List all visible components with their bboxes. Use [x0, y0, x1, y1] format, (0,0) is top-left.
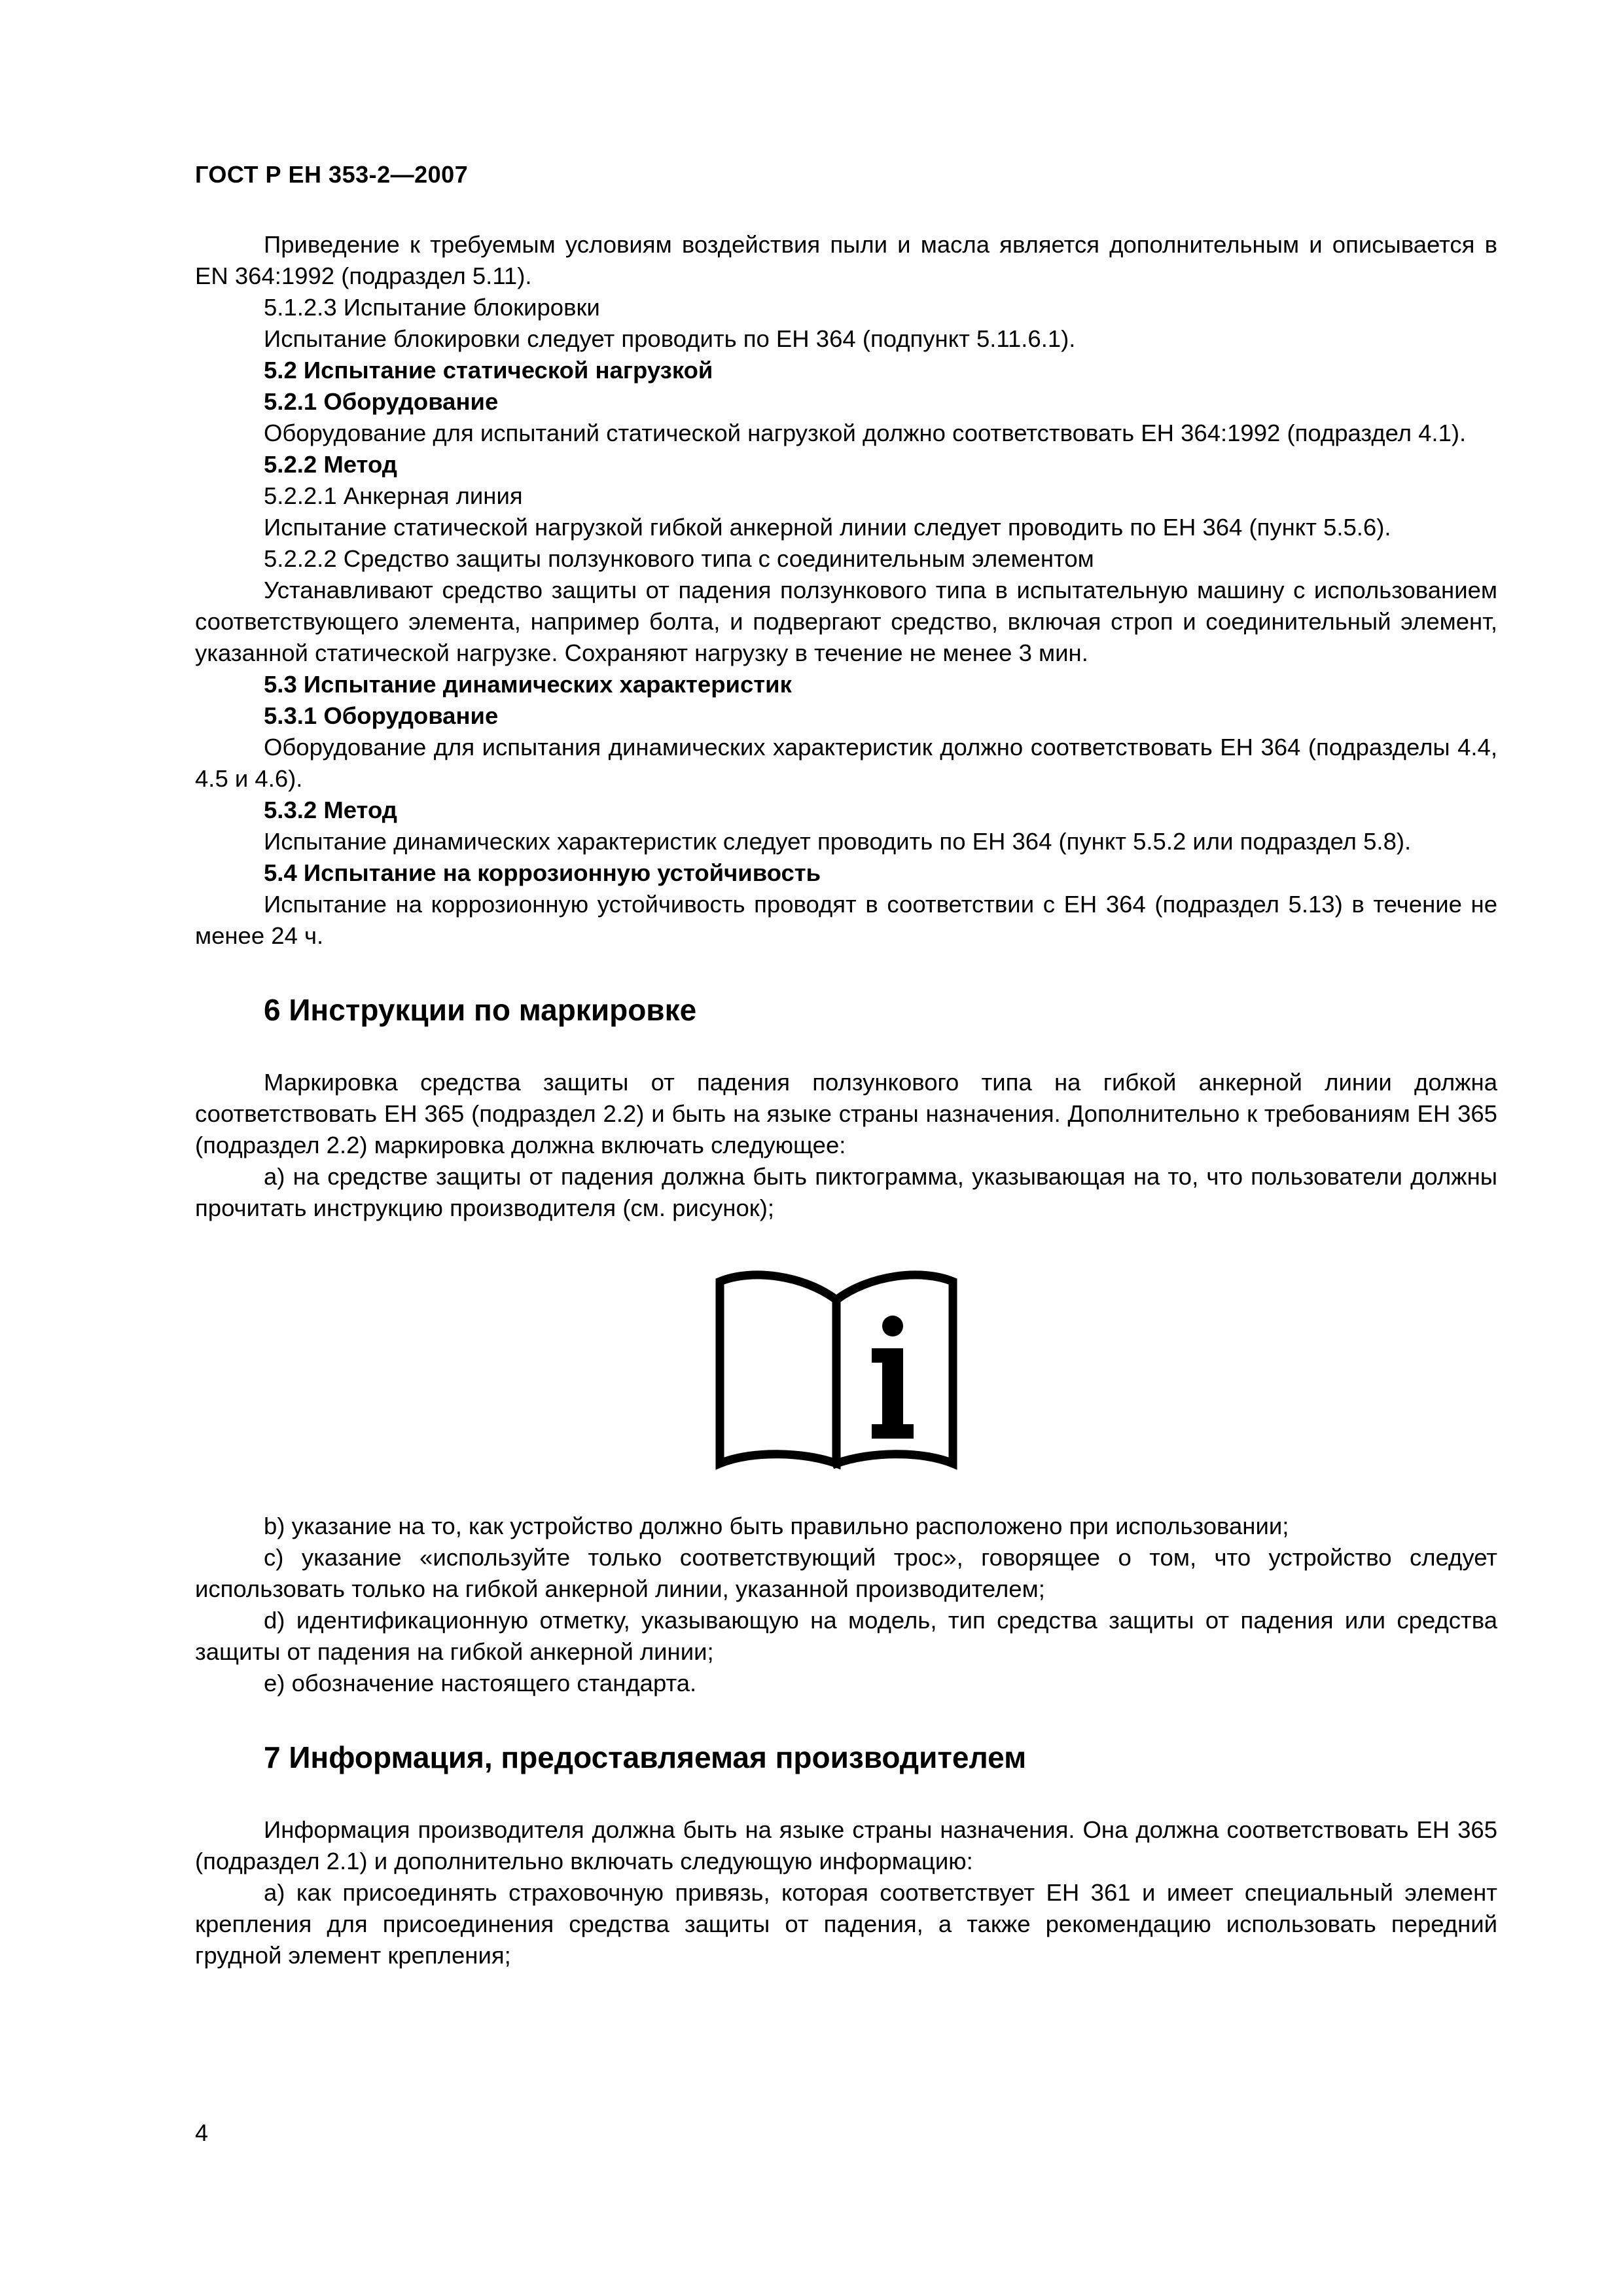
subsection-heading: 5.2.1 Оборудование: [264, 388, 499, 415]
paragraph: Приведение к требуемым условиям воздействия пыли и масла является дополнительным и описывается в EN 364:1992 (подраздел 5.11).: [195, 231, 1497, 289]
section7-intro: Информация производителя должна быть на языке страны назначения. Она должна соответствовать ЕН 365 (подраздел 2.1) и дополнительно включать следующую информацию:: [195, 1816, 1497, 1874]
section6-title: 6 Инструкции по маркировке: [264, 993, 697, 1027]
paragraph: Испытание на коррозионную устойчивость проводят в соответствии с ЕН 364 (подраздел 5.13) в течение не менее 24 ч.: [195, 891, 1497, 949]
section5-content: [195, 229, 1497, 952]
list-item: e) обозначение настоящего стандарта.: [264, 1670, 697, 1696]
page-number: 4: [195, 2119, 209, 2146]
section7-item-a: a) как присоединять страховочную привязь, которая соответствует ЕН 361 и имеет специальный элемент крепления для присоединения средства защиты от падения, а также рекомендацию использовать передний грудной элемент крепления;: [195, 1879, 1497, 1969]
section6-intro: Маркировка средства защиты от падения ползункового типа на гибкой анкерной линии должна соответствовать ЕН 365 (подраздел 2.2) и быть на языке страны назначения. Дополнительно к требованиям ЕН 365 (подраздел 2.2) маркировка должна включать следующее:: [195, 1069, 1497, 1158]
subsection-heading: 5.3.1 Оборудование: [264, 702, 499, 729]
paragraph: Испытание динамических характеристик следует проводить по ЕН 364 (пункт 5.5.2 или подраздел 5.8).: [264, 828, 1412, 855]
list-item: b) указание на то, как устройство должно быть правильно расположено при использовании;: [264, 1513, 1289, 1539]
paragraph: Оборудование для испытания динамических характеристик должно соответствовать ЕН 364 (подразделы 4.4, 4.5 и 4.6).: [195, 734, 1497, 792]
subsection-heading: 5.4 Испытание на коррозионную устойчивость: [264, 859, 821, 886]
figure: [195, 1255, 1497, 1471]
paragraph: Устанавливают средство защиты от падения ползункового типа в испытательную машину с использованием соответствующего элемента, например болта, и подвергают средство, включая строп и соединительный элемент, указанной статической нагрузке. Сохраняют нагрузку в течение не менее 3 мин.: [195, 577, 1497, 666]
paragraph: 5.2.2.1 Анкерная линия: [264, 482, 523, 509]
list-item: c) указание «используйте только соответствующий трос», говорящее о том, что устройство следует использовать только на гибкой анкерной линии, указанной производителем;: [195, 1544, 1497, 1602]
paragraph: Испытание статической нагрузкой гибкой анкерной линии следует проводить по ЕН 364 (пункт 5.5.6).: [264, 514, 1391, 541]
subsection-heading: 5.2 Испытание статической нагрузкой: [264, 357, 713, 384]
list-item: d) идентификационную отметку, указывающую на модель, тип средства защиты от падения или средства защиты от падения на гибкой анкерной линии;: [195, 1607, 1497, 1665]
document-body: [195, 229, 1497, 1971]
paragraph: Испытание блокировки следует проводить по ЕН 364 (подпункт 5.11.6.1).: [264, 325, 1076, 352]
paragraph: Оборудование для испытаний статической нагрузкой должно соответствовать ЕН 364:1992 (подраздел 4.1).: [264, 420, 1467, 446]
read-instructions-book-icon: [712, 1255, 961, 1471]
paragraph: 5.1.2.3 Испытание блокировки: [264, 294, 600, 321]
subsection-heading: 5.3 Испытание динамических характеристик: [264, 671, 792, 698]
section7-title: 7 Информация, предоставляемая производителем: [264, 1740, 1027, 1774]
paragraph: 5.2.2.2 Средство защиты ползункового типа с соединительным элементом: [264, 545, 1094, 572]
document-header: ГОСТ Р ЕН 353-2—2007: [195, 161, 469, 188]
section6-item-a: a) на средстве защиты от падения должна быть пиктограмма, указывающая на то, что пользователи должны прочитать инструкцию производителя (см. рисунок);: [195, 1163, 1497, 1221]
section6-items: [195, 1511, 1497, 1699]
subsection-heading: 5.3.2 Метод: [264, 797, 397, 823]
subsection-heading: 5.2.2 Метод: [264, 451, 397, 478]
